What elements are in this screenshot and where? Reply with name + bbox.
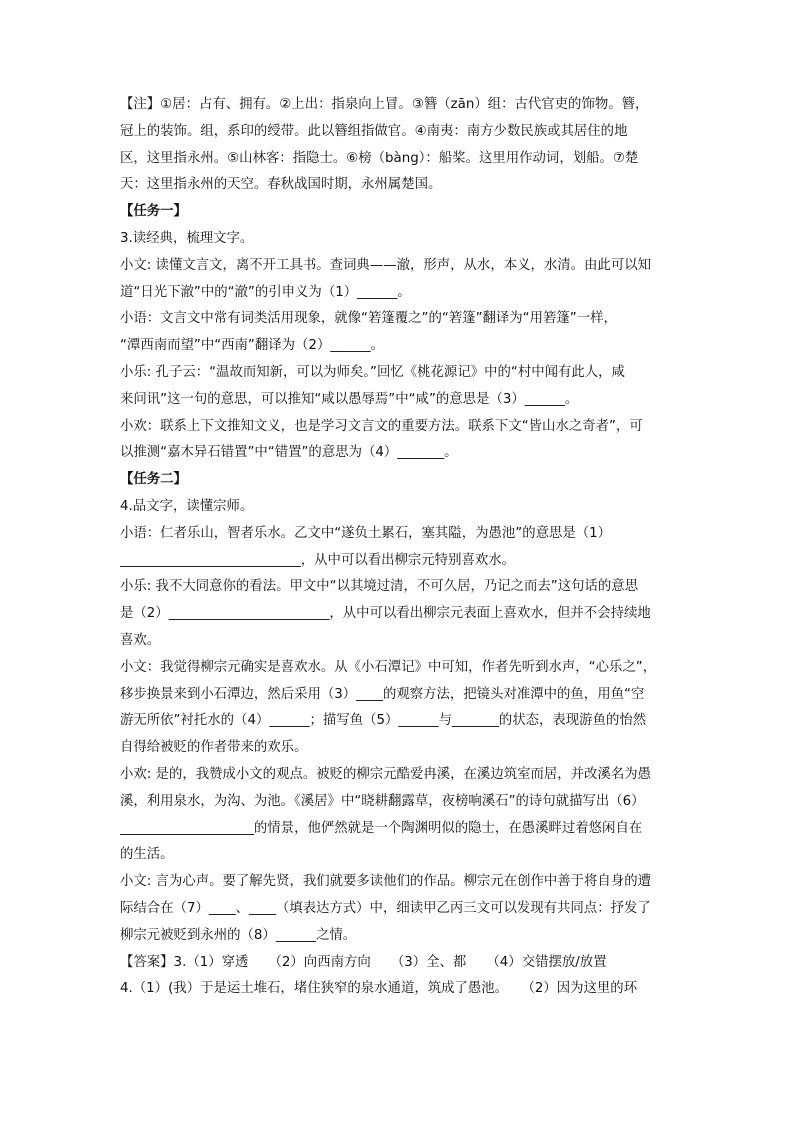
q4-xiaole-line-2: 是（2）________________________，从中可以看出柳宗元表面上喜欢水，但并不会持续地 <box>120 606 651 622</box>
note-line-1: 【注】①居：占有、拥有。②上出：指泉向上冒。③簪（zān）组：古代官吏的饰物。簪， <box>120 97 649 112</box>
q4-xiaohuan-line-2: 溪，利用泉水，为沟、为池。《溪居》中“晓耕翻露草，夜榜响溪石”的诗句就描写出（6） <box>120 793 645 809</box>
answer-line-1: 【答案】3.（1）穿透 （2）向西南方向 （3）全、都 （4）交错摆放/放置 <box>120 954 607 970</box>
q4-xiaowen2-line-1: 小文: 言为心声。要了解先贤，我们就要多读他们的作品。柳宗元在创作中善于将自身的遭 <box>120 874 651 890</box>
document-page <box>120 92 680 1003</box>
task-two-heading: 【任务二】 <box>120 472 187 488</box>
q4-xiaowen2-line-2: 际结合在（7）____、____（填表达方式）中，细读甲乙丙三文可以发现有共同点：抒发了 <box>120 900 651 916</box>
q4-xiaoyu-line-1: 小语：仁者乐山，智者乐水。乙文中“遂负土累石，塞其隘，为愚池”的意思是（1） <box>120 525 612 541</box>
q3-xiaowen-line-1: 小文: 读懂文言文，离不开工具书。查词典——澈，形声，从水，本义，水清。由此可以知 <box>120 257 651 273</box>
q4-xiaowen-line-2: 移步换景来到小石潭边，然后采用（3）____的观察方法，把镜头对准潭中的鱼，用鱼“空 <box>120 686 645 702</box>
q4-xiaowen-line-4: 自得给被贬的作者带来的欢乐。 <box>120 740 308 756</box>
answer-line-2: 4.（1）(我）于是运土堆石，堵住狭窄的泉水通道，筑成了愚池。 （2）因为这里的环 <box>120 981 638 997</box>
q4-xiaowen2-line-3: 柳宗元被贬到永州的（8）______之情。 <box>120 927 357 943</box>
q3-xiaowen-line-2: 道“日光下澈”中的“澈”的引申义为（1）______。 <box>120 284 411 300</box>
task-one-heading: 【任务一】 <box>120 204 187 220</box>
q4-xiaole-line-3: 喜欢。 <box>120 632 161 648</box>
q4-xiaowen-line-1: 小文：我觉得柳宗元确实是喜欢水。从《小石潭记》中可知，作者先听到水声，“心乐之”， <box>120 659 657 675</box>
q4-xiaoyu-line-2: ___________________________，从中可以看出柳宗元特别喜欢水。 <box>120 552 516 568</box>
q3-xiaole-line-1: 小乐: 孔子云：“温故而知新，可以为师矣。”回忆《桃花源记》中的“村中闻有此人，咸 <box>120 364 625 380</box>
note-line-4: 天：这里指永州的天空。春秋战国时期，永州属楚国。 <box>120 177 442 193</box>
q4-xiaole-line-1: 小乐: 我不大同意你的看法。甲文中“以其境过清，不可久居，乃记之而去”这句话的意思 <box>120 579 639 595</box>
q3-xiaohuan-line-1: 小欢：联系上下文推知文义，也是学习文言文的重要方法。联系下文“皆山水之奇者”，可 <box>120 418 643 434</box>
q3-xiaoyu-line-2: “潭西南而望”中“西南”翻译为（2）______。 <box>120 338 384 354</box>
question-4-title: 4.品文字，读懂宗师。 <box>120 498 254 514</box>
q3-xiaoyu-line-1: 小语：文言文中常有词类活用现象，就像“箬篷覆之”的“箬篷”翻译为“用箬篷”一样， <box>120 311 617 327</box>
note-line-3: 区，这里指永州。⑤山林客：指隐士。⑥榜（bàng）：船桨。这里用作动词，划船。⑦楚 <box>120 150 639 166</box>
q3-xiaohuan-line-2: 以推测“嘉木异石错置”中“错置”的意思为（4）_______。 <box>120 445 458 461</box>
q4-xiaowen-line-3: 游无所依”衬托水的（4）______；描写鱼（5）______与_______的状态，表现游鱼的怡然 <box>120 713 647 729</box>
q3-xiaole-line-2: 来问讯”这一句的意思，可以推知“咸以愚辱焉”中“咸”的意思是（3）______。 <box>120 391 579 407</box>
question-3-title: 3.读经典，梳理文字。 <box>120 230 254 246</box>
q4-xiaohuan-line-1: 小欢: 是的，我赞成小文的观点。被贬的柳宗元酷爱冉溪，在溪边筑室而居，并改溪名为愚 <box>120 766 651 782</box>
note-line-2: 冠上的装饰。组，系印的绶带。此以簪组指做官。④南夷：南方少数民族或其居住的地 <box>120 123 628 139</box>
q4-xiaohuan-line-3: ____________________的情景，他俨然就是一个陶渊明似的隐士，在愚溪畔过着悠闲自在 <box>120 820 643 836</box>
q4-xiaohuan-line-4: 的生活。 <box>120 847 174 863</box>
